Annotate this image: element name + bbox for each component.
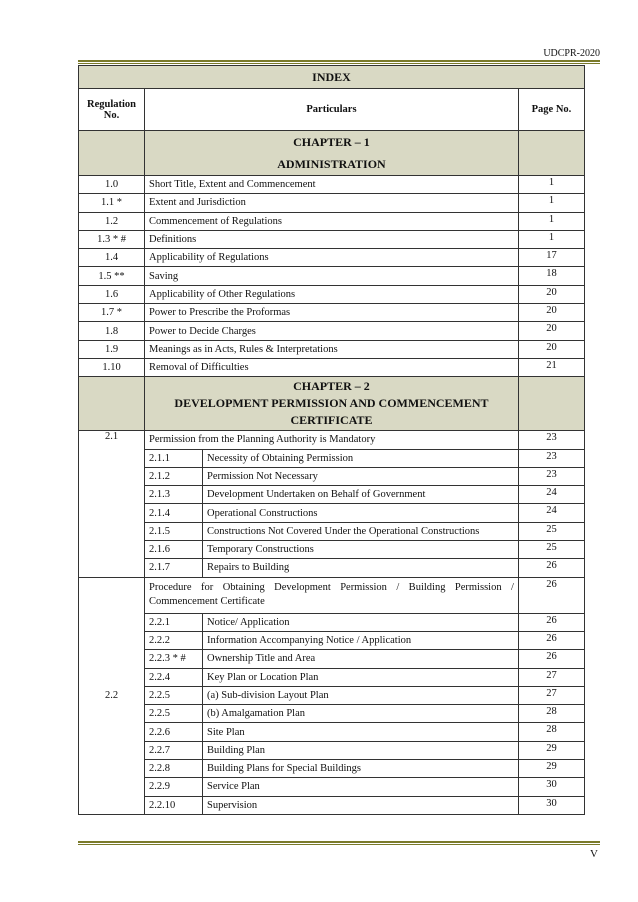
page-number-cell: 1	[518, 176, 584, 194]
chapter-2-title: DEVELOPMENT PERMISSION AND COMMENCEMENT CERTIFICATE	[174, 396, 489, 428]
sub-regulation-number: 2.2.6	[145, 723, 203, 741]
page-number-cell: 30	[518, 796, 584, 814]
page-number-cell: 1	[518, 194, 584, 212]
table-row	[79, 577, 585, 613]
regulation-number: 2.2	[79, 577, 145, 814]
sub-regulation-number: 2.2.7	[145, 741, 203, 759]
particulars-text: Key Plan or Location Plan	[203, 668, 519, 686]
sub-regulation-number: 2.2.3 * #	[145, 650, 203, 668]
chapter-2-number: CHAPTER – 2	[293, 379, 370, 394]
sub-regulation-number: 2.2.9	[145, 778, 203, 796]
table-row	[79, 541, 585, 559]
table-row	[79, 322, 585, 340]
page-number-cell: 26	[518, 559, 584, 577]
page-number-cell: 23	[518, 467, 584, 485]
particulars-text: Extent and Jurisdiction	[145, 194, 519, 212]
sub-regulation-number: 2.2.2	[145, 631, 203, 649]
table-row	[79, 778, 585, 796]
regulation-number: 1.0	[79, 176, 145, 194]
particulars-text: Short Title, Extent and Commencement	[145, 176, 519, 194]
table-row	[79, 267, 585, 285]
particulars-text: Removal of Difficulties	[145, 358, 519, 376]
table-row	[79, 486, 585, 504]
page-number-cell: 30	[518, 778, 584, 796]
sub-regulation-number: 2.2.5	[145, 686, 203, 704]
page-number-cell: 20	[518, 304, 584, 322]
page-number-cell: 26	[518, 613, 584, 631]
table-row	[79, 340, 585, 358]
table-row	[79, 176, 585, 194]
table-row	[79, 467, 585, 485]
chapter-1-title: ADMINISTRATION	[277, 157, 386, 171]
regulation-number: 1.2	[79, 212, 145, 230]
table-row	[79, 613, 585, 631]
regulation-number: 2.1	[79, 431, 145, 577]
particulars-text: Building Plan	[203, 741, 519, 759]
table-row	[79, 285, 585, 303]
particulars-text: Saving	[145, 267, 519, 285]
page-number-cell: 27	[518, 686, 584, 704]
particulars-text: Commencement of Regulations	[145, 212, 519, 230]
table-row	[79, 723, 585, 741]
particulars-text: Information Accompanying Notice / Application	[203, 631, 519, 649]
page-number-cell: 28	[518, 705, 584, 723]
page-number-cell: 26	[518, 631, 584, 649]
regulation-number: 1.9	[79, 340, 145, 358]
table-row	[79, 796, 585, 814]
table-row	[79, 249, 585, 267]
sub-regulation-number: 2.2.5	[145, 705, 203, 723]
page-number-cell: 23	[518, 431, 584, 449]
particulars-text: Power to Decide Charges	[145, 322, 519, 340]
regulation-number: 1.3 * #	[79, 230, 145, 248]
chapter-1-row	[79, 131, 585, 176]
particulars-text: Meanings as in Acts, Rules & Interpretations	[145, 340, 519, 358]
bottom-rule	[78, 841, 600, 845]
index-table	[78, 65, 585, 815]
sub-regulation-number: 2.2.10	[145, 796, 203, 814]
table-row	[79, 522, 585, 540]
table-row	[79, 304, 585, 322]
page-number-cell: 20	[518, 285, 584, 303]
table-row	[79, 449, 585, 467]
index-title-row	[79, 66, 585, 89]
regulation-number: 1.5 **	[79, 267, 145, 285]
table-row	[79, 668, 585, 686]
regulation-number: 1.7 *	[79, 304, 145, 322]
page-number-cell: 25	[518, 541, 584, 559]
page-number-cell: 1	[518, 230, 584, 248]
particulars-text: Building Plans for Special Buildings	[203, 760, 519, 778]
particulars-text: Service Plan	[203, 778, 519, 796]
top-rule	[78, 60, 600, 64]
col-header-page: Page No.	[518, 89, 584, 131]
particulars-text: Supervision	[203, 796, 519, 814]
particulars-text: (b) Amalgamation Plan	[203, 705, 519, 723]
document-code: UDCPR-2020	[543, 48, 600, 59]
page-number-cell: 20	[518, 340, 584, 358]
page-number-cell: 18	[518, 267, 584, 285]
particulars-text: Applicability of Regulations	[145, 249, 519, 267]
table-row	[79, 631, 585, 649]
page-number-cell: 26	[518, 650, 584, 668]
particulars-text: Repairs to Building	[203, 559, 519, 577]
particulars-text: Definitions	[145, 230, 519, 248]
sub-regulation-number: 2.2.4	[145, 668, 203, 686]
sub-regulation-number: 2.2.8	[145, 760, 203, 778]
table-row	[79, 431, 585, 449]
particulars-text: Notice/ Application	[203, 613, 519, 631]
header-row	[79, 89, 585, 131]
regulation-number: 1.6	[79, 285, 145, 303]
sub-regulation-number: 2.1.5	[145, 522, 203, 540]
chapter-1-number: CHAPTER – 1	[293, 135, 370, 149]
page-number-cell: 20	[518, 322, 584, 340]
particulars-text: Development Undertaken on Behalf of Government	[203, 486, 519, 504]
page-number: V	[590, 848, 598, 860]
col-header-regulation: Regulation No.	[79, 89, 145, 131]
regulation-number: 1.10	[79, 358, 145, 376]
sub-regulation-number: 2.1.6	[145, 541, 203, 559]
table-row	[79, 760, 585, 778]
sub-regulation-number: 2.1.7	[145, 559, 203, 577]
page-number-cell: 29	[518, 760, 584, 778]
table-row	[79, 741, 585, 759]
sub-regulation-number: 2.1.4	[145, 504, 203, 522]
page-number-cell: 21	[518, 358, 584, 376]
table-row	[79, 212, 585, 230]
sub-regulation-number: 2.1.3	[145, 486, 203, 504]
page-number-cell: 23	[518, 449, 584, 467]
particulars-text: Constructions Not Covered Under the Operational Constructions	[203, 522, 519, 540]
regulation-number: 1.4	[79, 249, 145, 267]
particulars-text: Permission from the Planning Authority is Mandatory	[145, 431, 519, 449]
sub-regulation-number: 2.1.2	[145, 467, 203, 485]
particulars-text: (a) Sub-division Layout Plan	[203, 686, 519, 704]
particulars-text: Ownership Title and Area	[203, 650, 519, 668]
particulars-text: Procedure for Obtaining Development Permission / Building Permission / Commencement Certificate	[145, 577, 519, 613]
table-row	[79, 650, 585, 668]
page-number-cell: 24	[518, 486, 584, 504]
page-number-cell: 28	[518, 723, 584, 741]
chapter-2-row	[79, 377, 585, 431]
table-row	[79, 705, 585, 723]
particulars-text: Temporary Constructions	[203, 541, 519, 559]
table-row	[79, 686, 585, 704]
page-number-cell: 29	[518, 741, 584, 759]
table-row	[79, 230, 585, 248]
regulation-number: 1.1 *	[79, 194, 145, 212]
table-row	[79, 358, 585, 376]
particulars-text: Power to Prescribe the Proformas	[145, 304, 519, 322]
page-number-cell: 26	[518, 577, 584, 613]
page-number-cell: 1	[518, 212, 584, 230]
page-number-cell: 27	[518, 668, 584, 686]
page-number-cell: 25	[518, 522, 584, 540]
particulars-text: Applicability of Other Regulations	[145, 285, 519, 303]
particulars-text: Necessity of Obtaining Permission	[203, 449, 519, 467]
table-row	[79, 504, 585, 522]
particulars-text: Site Plan	[203, 723, 519, 741]
index-title: INDEX	[79, 66, 585, 89]
col-header-particulars: Particulars	[145, 89, 519, 131]
particulars-text: Permission Not Necessary	[203, 467, 519, 485]
table-row	[79, 194, 585, 212]
particulars-text: Operational Constructions	[203, 504, 519, 522]
table-row	[79, 559, 585, 577]
sub-regulation-number: 2.2.1	[145, 613, 203, 631]
regulation-number: 1.8	[79, 322, 145, 340]
sub-regulation-number: 2.1.1	[145, 449, 203, 467]
page-number-cell: 24	[518, 504, 584, 522]
page-number-cell: 17	[518, 249, 584, 267]
